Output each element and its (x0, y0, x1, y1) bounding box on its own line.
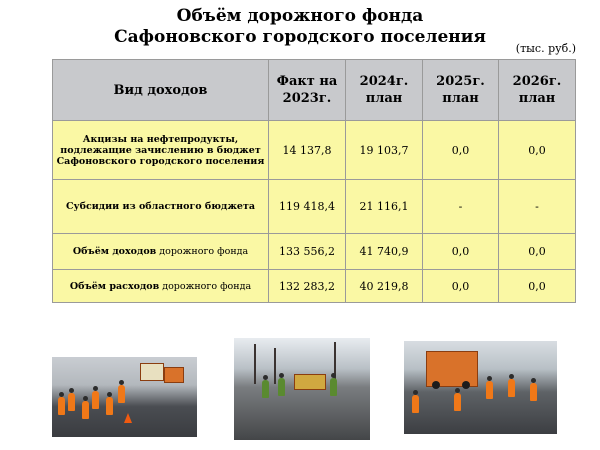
header-plan-2025: 2025г. план (423, 60, 499, 121)
worker-figure (262, 380, 269, 398)
truck-shape (140, 363, 164, 381)
cell-value: - (423, 180, 499, 234)
row-label-bold: Объём доходов (72, 246, 157, 257)
row-label-rest: дорожного фонда (159, 280, 252, 292)
wheel-shape (432, 381, 440, 389)
road-repair-photo-1 (52, 357, 197, 437)
page-title (0, 6, 600, 48)
worker-figure (530, 383, 537, 401)
worker-figure (330, 378, 337, 396)
cell-value: 0,0 (499, 270, 576, 303)
cell-value: 132 283,2 (269, 270, 346, 303)
worker-figure (278, 378, 285, 396)
truck-shape (164, 367, 184, 383)
road-repair-photo-3 (404, 341, 557, 434)
cell-value: 0,0 (499, 234, 576, 270)
title-line-1: Объём дорожного фонда (176, 6, 424, 26)
cell-value: - (499, 180, 576, 234)
header-income-type: Вид доходов (53, 60, 269, 121)
table-header-row (53, 60, 576, 121)
worker-figure (106, 397, 113, 415)
row-label-rest: дорожного фонда (156, 246, 249, 257)
traffic-cone (124, 413, 132, 423)
cell-value: 21 116,1 (346, 180, 423, 234)
worker-figure (58, 397, 65, 415)
row-label-income-total (53, 234, 269, 270)
cell-value: 40 219,8 (346, 270, 423, 303)
cell-value: 14 137,8 (269, 121, 346, 180)
table-row (53, 180, 576, 234)
cell-value: 41 740,9 (346, 234, 423, 270)
road-fund-table (52, 59, 576, 303)
header-plan-2026: 2026г. план (499, 60, 576, 121)
header-fact-2023: Факт на 2023г. (269, 60, 346, 121)
row-label-excise: Акцизы на нефтепродукты, подлежащие зачислению в бюджет Сафоновского городского поселения (53, 121, 269, 180)
tree-shape (254, 344, 256, 384)
road-repair-photo-2 (234, 338, 370, 440)
worker-figure (82, 401, 89, 419)
row-label-subsidies: Субсидии из областного бюджета (53, 180, 269, 234)
tree-shape (274, 348, 276, 384)
cell-value: 0,0 (423, 270, 499, 303)
cell-value: 0,0 (423, 121, 499, 180)
row-label-bold: Объём расходов (69, 280, 160, 292)
cell-value: 133 556,2 (269, 234, 346, 270)
worker-figure (118, 385, 125, 403)
table-row (53, 234, 576, 270)
table-row (53, 121, 576, 180)
truck-shape (294, 374, 326, 390)
wheel-shape (462, 381, 470, 389)
table-row (53, 270, 576, 303)
cell-value: 19 103,7 (346, 121, 423, 180)
header-plan-2024: 2024г. план (346, 60, 423, 121)
unit-label: (тыс. руб.) (515, 42, 576, 55)
cell-value: 0,0 (423, 234, 499, 270)
worker-figure (486, 381, 493, 399)
worker-figure (92, 391, 99, 409)
worker-figure (68, 393, 75, 411)
title-line-2: Сафоновского городского поселения (114, 27, 486, 47)
worker-figure (412, 395, 419, 413)
row-label-expense-total (53, 270, 269, 303)
worker-figure (508, 379, 515, 397)
worker-figure (454, 393, 461, 411)
cell-value: 119 418,4 (269, 180, 346, 234)
cell-value: 0,0 (499, 121, 576, 180)
